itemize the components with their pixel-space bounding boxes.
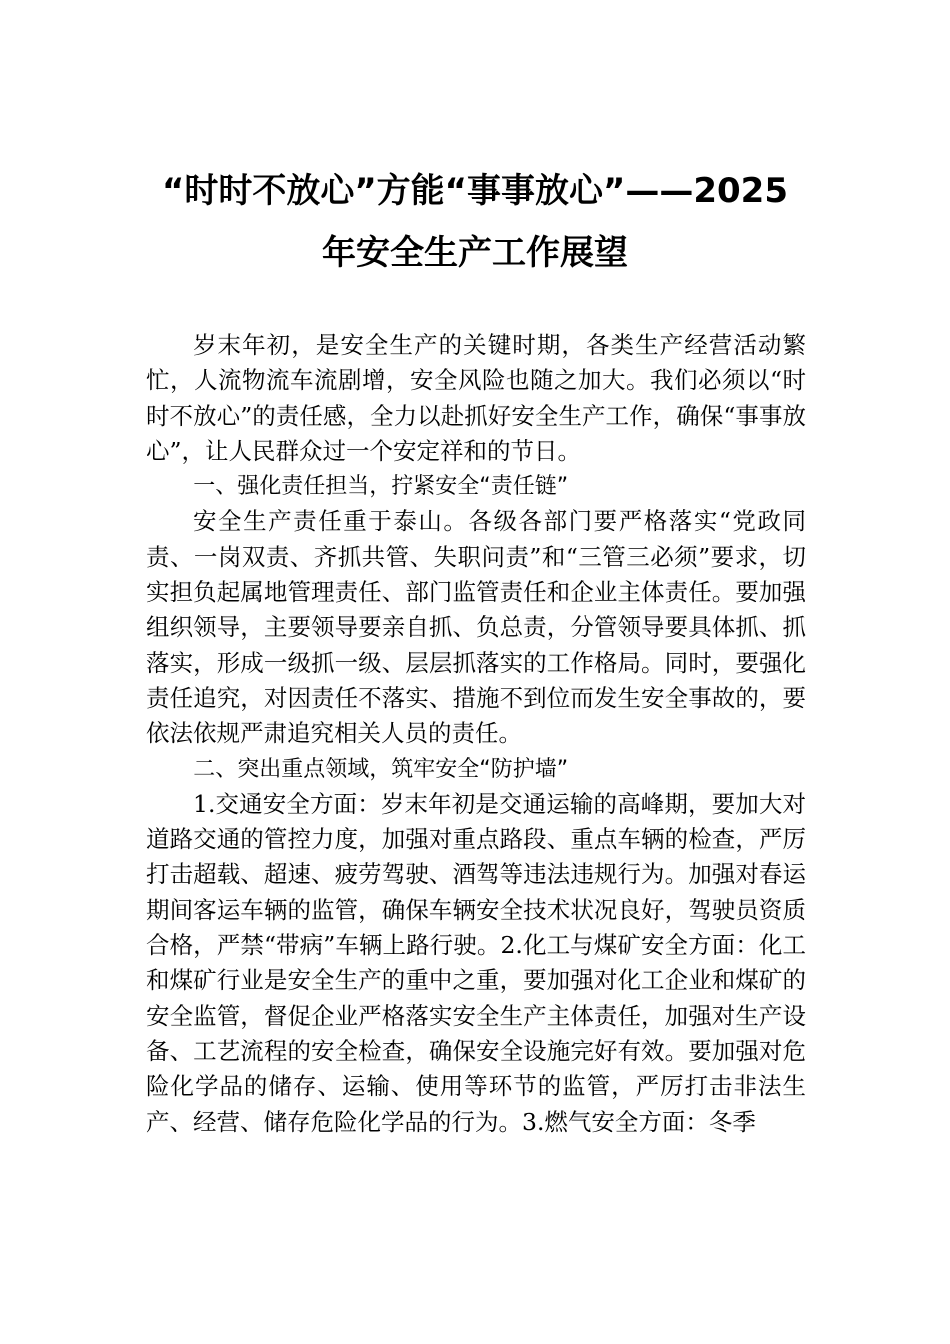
section-2-paragraph: 1.交通安全方面：岁末年初是交通运输的高峰期，要加大对道路交通的管控力度，加强对重点路段、重点车辆的检查，严厉打击超载、超速、疲劳驾驶、酒驾等违法违规行为。加强对春运期间客运车辆的监管，确保车辆安全技术状况良好，驾驶员资质合格，严禁“带病”车辆上路行驶。2.化工与煤矿安全方面：化工和煤矿行业是安全生产的重中之重，要加强对化工企业和煤矿的安全监管，督促企业严格落实安全生产主体责任，加强对生产设备、工艺流程的安全检查，确保安全设施完好有效。要加强对危险化学品的储存、运输、使用等环节的监管，严厉打击非法生产、经营、储存危险化学品的行为。3.燃气安全方面：冬季 (146, 789, 806, 1136)
section-1-paragraph: 安全生产责任重于泰山。各级各部门要严格落实“党政同责、一岗双责、齐抓共管、失职问责”和“三管三必须”要求，切实担负起属地管理责任、部门监管责任和企业主体责任。要加强组织领导，主要领导要亲自抓、负总责，分管领导要具体抓、抓落实，形成一级抓一级、层层抓落实的工作格局。同时，要强化责任追究，对因责任不落实、措施不到位而发生安全事故的，要依法依规严肃追究相关人员的责任。 (146, 507, 806, 748)
document-title (140, 160, 810, 284)
title-line-2: 年安全生产工作展望 (322, 233, 628, 273)
title-line-1: “时时不放心”方能“事事放心”——2025 (161, 171, 788, 211)
intro-paragraph: 岁末年初，是安全生产的关键时期，各类生产经营活动繁忙，人流物流车流剧增，安全风险也随之加大。我们必须以“时时不放心”的责任感，全力以赴抓好安全生产工作，确保“事事放心”，让人民群众过一个安定祥和的节日。 (146, 331, 806, 465)
document-body (146, 328, 806, 1140)
section-heading-2: 二、突出重点领域，筑牢安全“防护墙” (193, 756, 569, 782)
section-heading-1: 一、强化责任担当，拧紧安全“责任链” (193, 474, 569, 500)
